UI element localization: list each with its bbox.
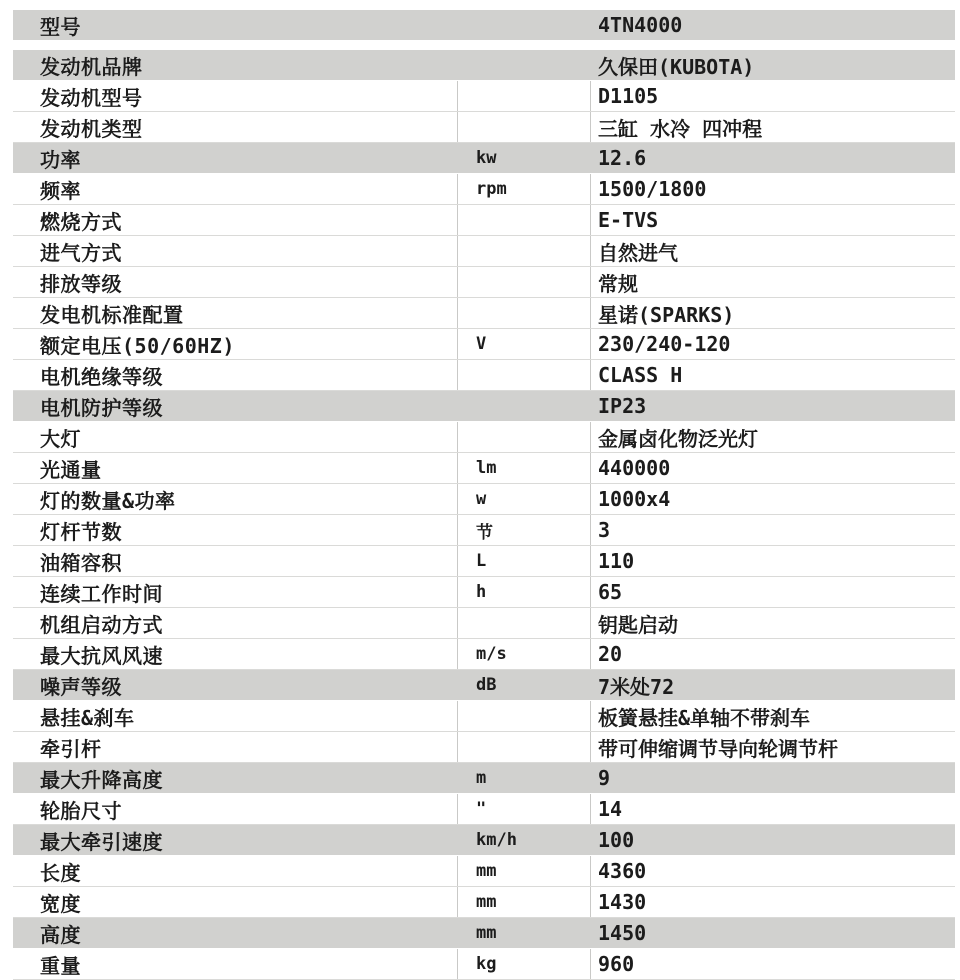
table-row	[13, 763, 955, 794]
spec-label: 排放等级	[40, 271, 122, 296]
spec-table	[13, 10, 955, 980]
spec-value: 自然进气	[590, 236, 955, 266]
spec-unit: h	[457, 577, 590, 607]
spec-unit: L	[457, 546, 590, 576]
spec-unit	[457, 391, 590, 421]
spec-value: D1105	[590, 81, 955, 111]
table-row	[13, 515, 955, 546]
spec-label: 功率	[40, 147, 81, 172]
spec-label: 最大牵引速度	[40, 829, 163, 854]
table-row	[13, 856, 955, 887]
spec-value: 板簧悬挂&单轴不带刹车	[590, 701, 955, 731]
table-row	[13, 918, 955, 949]
table-row	[13, 422, 955, 453]
table-row	[13, 50, 955, 81]
table-row	[13, 670, 955, 701]
spec-unit: dB	[476, 675, 497, 695]
spec-unit	[457, 608, 590, 638]
spec-label: 额定电压(50/60HZ)	[40, 333, 235, 358]
spec-value: 三缸 水冷 四冲程	[590, 112, 955, 142]
table-row	[13, 143, 955, 174]
spec-unit: kg	[457, 949, 590, 979]
spec-value: 100	[598, 828, 635, 852]
spec-value: 1000x4	[590, 484, 955, 514]
spec-unit: mm	[457, 887, 590, 917]
spec-unit: w	[457, 484, 590, 514]
spec-value: 14	[590, 794, 955, 824]
spec-label: 长度	[40, 860, 81, 885]
spec-value: 久保田(KUBOTA)	[598, 54, 755, 79]
spec-label: 噪声等级	[40, 674, 122, 699]
spec-unit: kw	[476, 148, 497, 168]
table-row	[13, 825, 955, 856]
spec-unit	[457, 732, 590, 762]
spec-unit	[457, 10, 590, 40]
spec-unit: "	[457, 794, 590, 824]
spec-label: 最大升降高度	[40, 767, 163, 792]
spec-value: CLASS H	[590, 360, 955, 390]
spec-value: 常规	[590, 267, 955, 297]
spec-unit: lm	[457, 453, 590, 483]
table-row	[13, 360, 955, 391]
spec-label: 重量	[40, 953, 81, 978]
spec-label: 发动机品牌	[40, 54, 143, 79]
spec-value: 带可伸缩调节导向轮调节杆	[590, 732, 955, 762]
spec-unit	[457, 360, 590, 390]
spec-unit	[457, 422, 590, 452]
spec-value: 钥匙启动	[590, 608, 955, 638]
table-row	[13, 81, 955, 112]
spec-value: 星诺(SPARKS)	[590, 298, 955, 328]
table-row	[13, 236, 955, 267]
table-row	[13, 701, 955, 732]
spec-value: 230/240-120	[590, 329, 955, 359]
table-row	[13, 546, 955, 577]
spec-unit: rpm	[457, 174, 590, 204]
spec-value: 440000	[590, 453, 955, 483]
table-row	[13, 639, 955, 670]
spec-value: 65	[590, 577, 955, 607]
table-row	[13, 887, 955, 918]
spec-label: 宽度	[40, 891, 81, 916]
table-row	[13, 174, 955, 205]
table-row	[13, 608, 955, 639]
spec-label: 悬挂&刹车	[40, 705, 135, 730]
spec-unit: V	[457, 329, 590, 359]
spec-value: 4360	[590, 856, 955, 886]
spec-value: E-TVS	[590, 205, 955, 235]
spec-unit	[457, 81, 590, 111]
spec-label: 燃烧方式	[40, 209, 122, 234]
spec-label: 发电机标准配置	[40, 302, 184, 327]
spec-unit	[457, 50, 590, 80]
spec-label: 频率	[40, 178, 81, 203]
spec-value: 20	[590, 639, 955, 669]
spec-value: 金属卤化物泛光灯	[590, 422, 955, 452]
table-row	[13, 453, 955, 484]
spec-label: 高度	[40, 922, 81, 947]
spec-label: 连续工作时间	[40, 581, 163, 606]
spec-value: 1430	[590, 887, 955, 917]
table-row	[13, 391, 955, 422]
spec-unit: mm	[476, 923, 497, 943]
spec-unit	[457, 701, 590, 731]
spec-value: 9	[598, 766, 611, 790]
spec-label: 电机绝缘等级	[40, 364, 163, 389]
spec-label: 光通量	[40, 457, 102, 482]
spec-unit	[457, 298, 590, 328]
spec-unit	[457, 205, 590, 235]
spec-unit	[457, 267, 590, 297]
row-gap	[13, 41, 955, 50]
spec-value: 3	[590, 515, 955, 545]
table-row	[13, 794, 955, 825]
spec-unit: km/h	[476, 830, 517, 850]
table-row	[13, 267, 955, 298]
spec-value: 960	[590, 949, 955, 979]
spec-label: 型号	[40, 14, 81, 39]
spec-label: 灯杆节数	[40, 519, 122, 544]
table-row	[13, 577, 955, 608]
spec-label: 进气方式	[40, 240, 122, 265]
table-row	[13, 732, 955, 763]
spec-unit: 节	[457, 515, 590, 545]
spec-label: 牵引杆	[40, 736, 102, 761]
spec-unit	[457, 236, 590, 266]
spec-value: IP23	[598, 394, 647, 418]
table-row	[13, 205, 955, 236]
spec-label: 油箱容积	[40, 550, 122, 575]
spec-value: 4TN4000	[598, 13, 683, 37]
spec-label: 轮胎尺寸	[40, 798, 122, 823]
table-row	[13, 10, 955, 41]
spec-value: 1450	[598, 921, 647, 945]
spec-label: 电机防护等级	[40, 395, 163, 420]
table-row	[13, 298, 955, 329]
table-row	[13, 484, 955, 515]
spec-label: 灯的数量&功率	[40, 488, 176, 513]
table-row	[13, 112, 955, 143]
spec-label: 发动机型号	[40, 85, 143, 110]
spec-unit: m/s	[457, 639, 590, 669]
spec-label: 最大抗风风速	[40, 643, 163, 668]
spec-label: 大灯	[40, 426, 81, 451]
spec-value: 1500/1800	[590, 174, 955, 204]
spec-unit: mm	[457, 856, 590, 886]
spec-unit: m	[476, 768, 487, 788]
spec-value: 7米处72	[598, 674, 675, 699]
spec-label: 机组启动方式	[40, 612, 163, 637]
table-row	[13, 329, 955, 360]
spec-value: 12.6	[598, 146, 647, 170]
spec-unit	[457, 112, 590, 142]
spec-value: 110	[590, 546, 955, 576]
table-row	[13, 949, 955, 980]
spec-label: 发动机类型	[40, 116, 143, 141]
